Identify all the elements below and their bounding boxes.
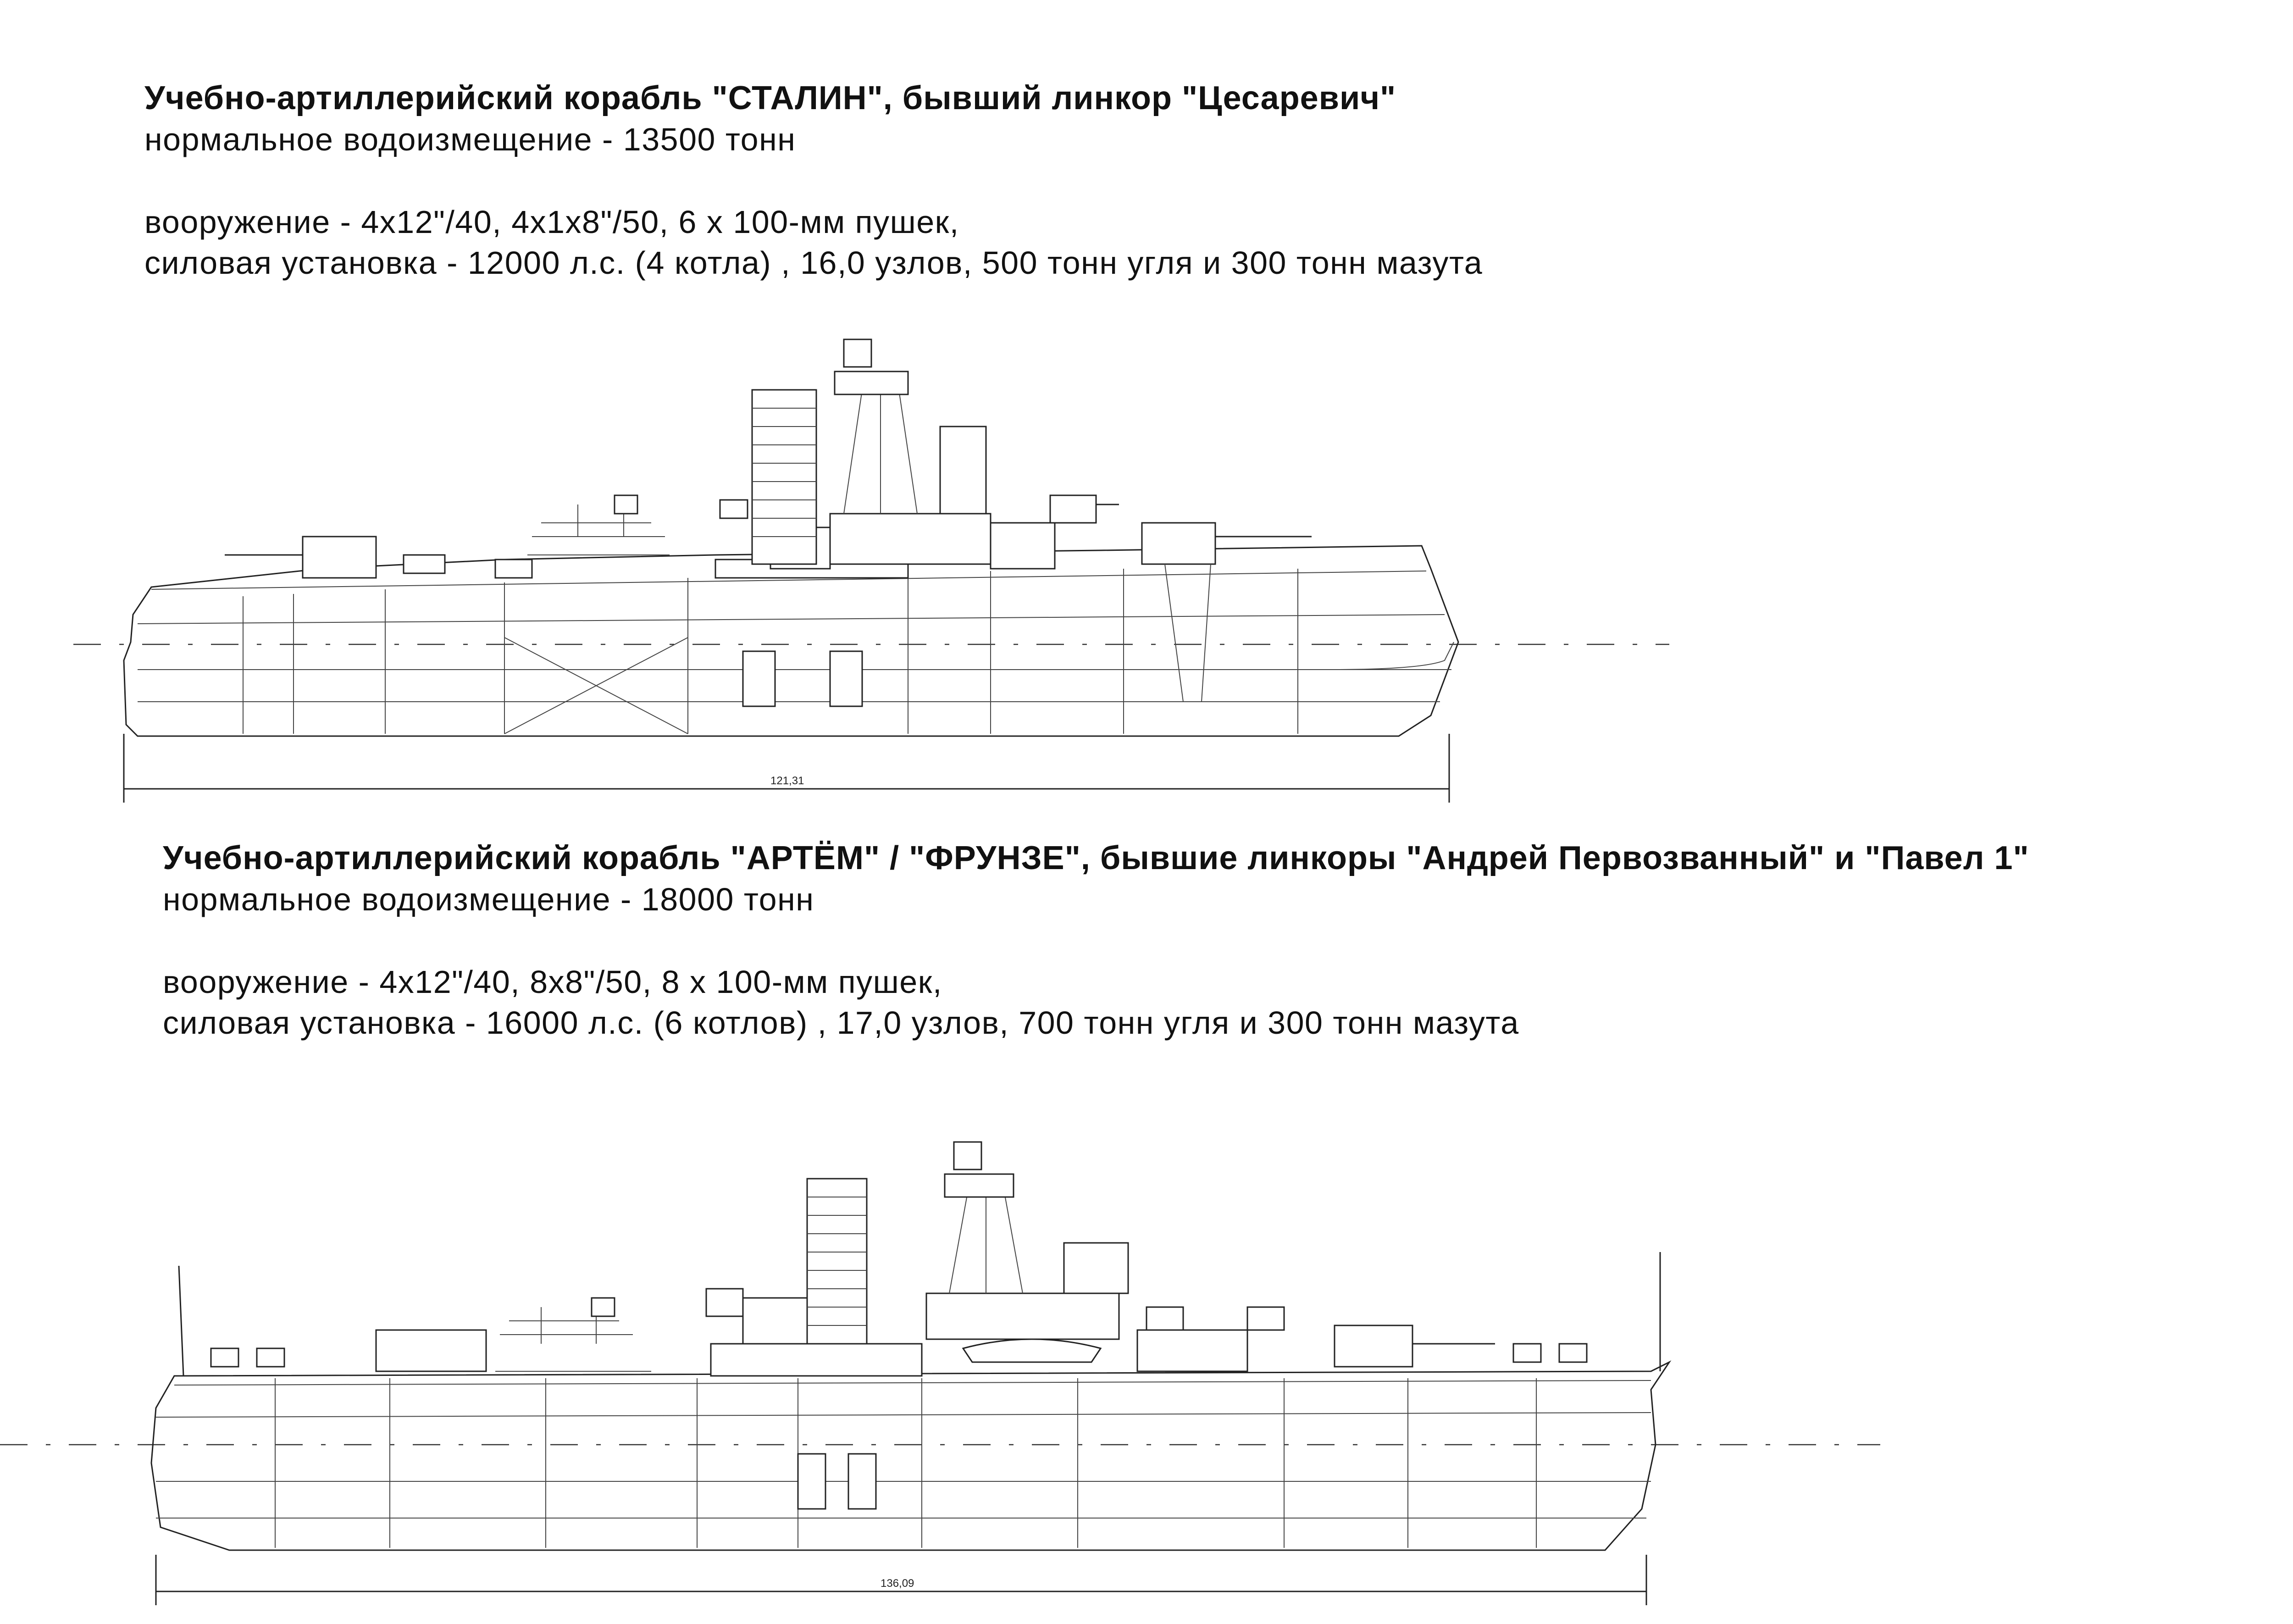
ship-1-title: Учебно-артиллерийский корабль "СТАЛИН", бывший линкор "Цесаревич" <box>144 80 1396 116</box>
ship-1-funnel <box>752 390 816 564</box>
ship-2-spec-block <box>163 837 2029 1044</box>
ship-1-profile-drawing <box>0 321 2293 826</box>
ship-1-forward-main-turret <box>1142 523 1215 564</box>
ship-1-spec-block <box>144 77 1483 284</box>
ship-2-seaplane <box>495 1298 651 1371</box>
ship-1-foremast <box>844 390 917 514</box>
ship-1-8in-turret <box>1050 495 1096 523</box>
ship-2-funnel <box>807 1179 867 1344</box>
ship-2-boiler-mark <box>798 1454 825 1509</box>
ship-2-displacement: нормальное водоизмещение - 18000 тонн <box>163 881 814 918</box>
ship-2-hull <box>151 1362 1669 1550</box>
ship-2-midship-deckhouse <box>711 1344 922 1376</box>
ship-2-profile-drawing <box>0 1114 2293 1619</box>
ship-1-fire-director <box>844 339 871 367</box>
ship-2-title: Учебно-артиллерийский корабль "АРТЁМ" / "ФРУНЗЕ", бывшие линкоры "Андрей Первозванный" и "Павел 1" <box>163 840 2029 876</box>
ship-1-forward-superstructure <box>830 514 991 564</box>
ship-1-power: силовая установка - 12000 л.с. (4 котла) , 16,0 узлов, 500 тонн угля и 300 тонн мазута <box>144 245 1483 281</box>
ship-2-power: силовая установка - 16000 л.с. (6 котлов) , 17,0 узлов, 700 тонн угля и 300 тонн мазута <box>163 1005 1519 1041</box>
ship-2-armament: вооружение - 4х12"/40, 8х8"/50, 8 х 100-мм пушек, <box>163 964 942 1000</box>
ship-1-displacement: нормальное водоизмещение - 13500 тонн <box>144 122 796 158</box>
ship-2-boat <box>963 1339 1101 1362</box>
ship-1-length-label: 121,31 <box>770 775 804 787</box>
ship-2-foremast <box>949 1192 1023 1293</box>
ship-2-length-label: 136,09 <box>881 1577 914 1590</box>
ship-2-8in-turret <box>706 1289 743 1316</box>
ship-1-boiler-mark <box>743 651 775 706</box>
ship-2-stern-staff <box>179 1266 183 1376</box>
ship-1-seaplane <box>527 495 670 555</box>
ship-1-armament: вооружение - 4х12"/40, 4х1х8"/50, 6 х 100-мм пушек, <box>144 204 959 240</box>
ship-2-fire-director <box>954 1142 981 1170</box>
ship-2-aft-main-turret <box>376 1330 486 1371</box>
ship-2-forward-main-turret <box>1137 1330 1247 1371</box>
ship-2-forward-superstructure <box>926 1293 1119 1339</box>
ship-1-aft-main-turret <box>303 537 376 578</box>
